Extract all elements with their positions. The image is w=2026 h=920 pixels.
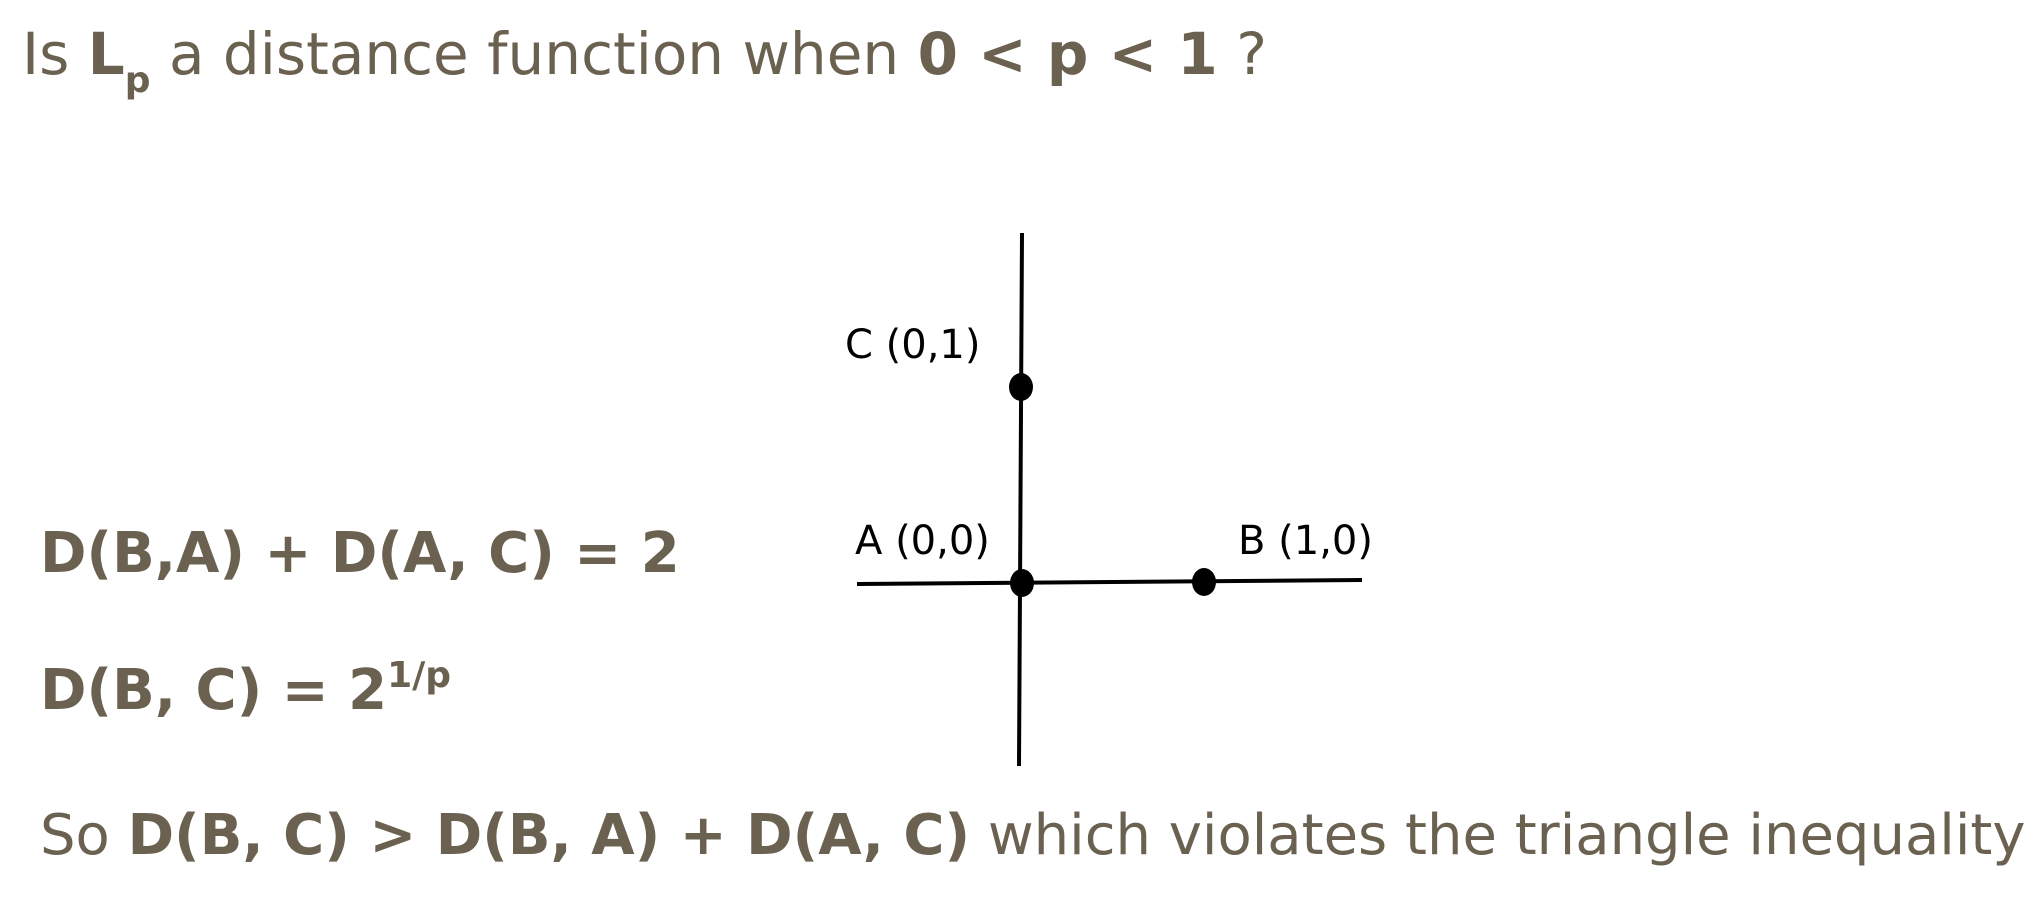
equation-sum-distances: D(B,A) + D(A, C) = 2 <box>40 521 680 586</box>
p-subscript: p <box>124 60 151 101</box>
p-condition: 0 < p < 1 <box>917 20 1218 88</box>
conclusion-suffix: which violates the triangle inequality <box>970 803 2026 868</box>
equation-direct-base: D(B, C) = 2 <box>40 658 388 723</box>
point-a-dot <box>1010 569 1034 597</box>
y-axis <box>1019 233 1022 766</box>
title-prefix: Is <box>22 20 88 88</box>
conclusion-inequality: D(B, C) > D(B, A) + D(A, C) <box>127 803 971 868</box>
equation-exponent: 1/p <box>387 655 452 696</box>
x-axis <box>857 580 1362 584</box>
title-middle: a distance function when <box>150 20 918 88</box>
l-letter: L <box>87 20 125 88</box>
point-b-label: B (1,0) <box>1238 518 1373 564</box>
point-c-dot <box>1009 373 1033 401</box>
title-suffix: ? <box>1217 20 1268 88</box>
point-c-label: C (0,1) <box>845 322 981 368</box>
conclusion-prefix: So <box>40 803 128 868</box>
point-b-dot <box>1192 568 1216 596</box>
point-a-label: A (0,0) <box>855 518 990 564</box>
